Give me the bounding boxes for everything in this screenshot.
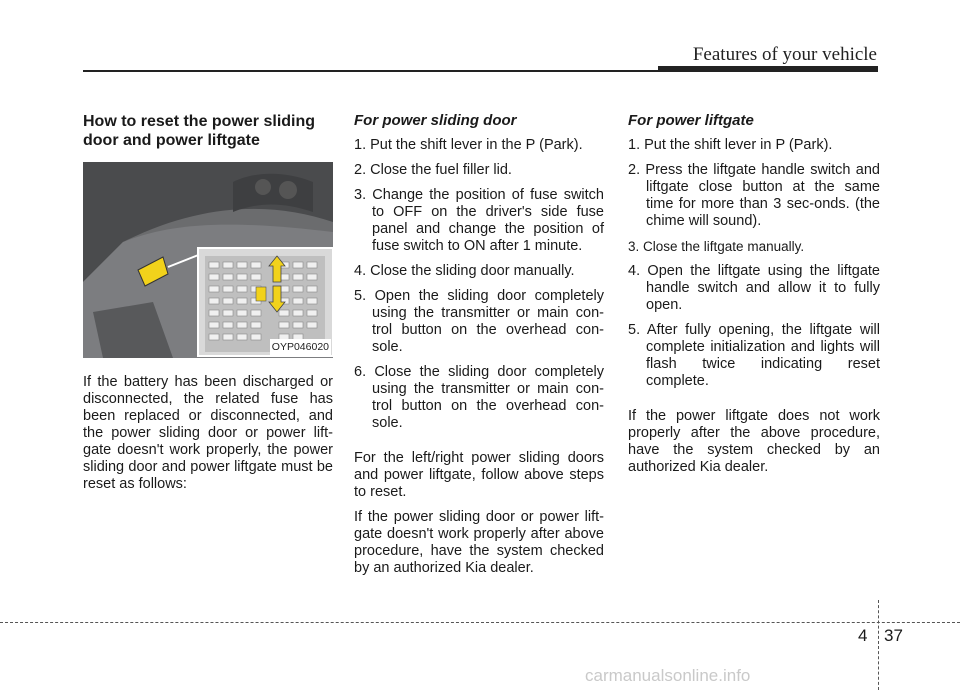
- dealer-note-paragraph: If the power sliding door or power lift-gate doesn't work properly after above procedure, have the system checked by an authorized Kia dealer.: [354, 509, 604, 576]
- page-header-title: Features of your vehicle: [692, 44, 877, 65]
- list-item: 3. Close the liftgate manually.: [628, 239, 805, 254]
- subheading-power-sliding-door: For power sliding door: [354, 112, 517, 129]
- sliding-door-steps: [354, 137, 604, 432]
- column-middle: [354, 112, 604, 585]
- footer-rule: [0, 622, 960, 623]
- list-item: 2. Close the fuel filler lid.: [354, 162, 512, 178]
- list-item: 4. Close the sliding door manually.: [354, 263, 575, 279]
- list-item: 5. After fully opening, the liftgate will complete initialization and lights will flash twice indicating reset complete.: [628, 322, 880, 389]
- subheading-power-liftgate: For power liftgate: [628, 112, 754, 129]
- header-rule-accent: [658, 66, 878, 71]
- chapter-number: 4: [858, 626, 868, 645]
- watermark: carmanualsonline.info: [585, 666, 751, 685]
- list-item: 2. Press the liftgate handle switch and liftgate close button at the same time for more than 3 sec-onds. (the chime will sound).: [628, 162, 880, 229]
- column-right: [628, 112, 880, 484]
- list-item: 4. Open the liftgate using the liftgate handle switch and allow it to fully open.: [628, 263, 880, 313]
- fuse-panel-drawing: [83, 162, 333, 358]
- liftgate-steps: [628, 137, 880, 390]
- figure-code-label: OYP046020: [270, 339, 331, 356]
- list-item: 1. Put the shift lever in the P (Park).: [354, 137, 583, 153]
- page-number: 37: [884, 626, 903, 645]
- footer-divider: [878, 600, 879, 690]
- section-heading: How to reset the power sliding door and power liftgate: [83, 113, 316, 149]
- list-item: 3. Change the position of fuse switch to OFF on the driver's side fuse panel and change the position of fuse switch to ON after 1 minute.: [354, 187, 604, 254]
- reset-note-paragraph: For the left/right power sliding doors and power liftgate, follow above steps to reset.: [354, 450, 604, 500]
- list-item: 5. Open the sliding door completely using the transmitter or main con-trol button on the overhead con-sole.: [354, 288, 604, 355]
- list-item: 1. Put the shift lever in P (Park).: [628, 137, 833, 153]
- intro-paragraph: If the battery has been discharged or disconnected, the related fuse has been replaced or disconnected, and the power sliding door or power lift-gate doesn't work properly, the power sliding door and power liftgate must be reset as follows:: [83, 374, 333, 492]
- fuse-panel-illustration: [83, 162, 333, 358]
- liftgate-dealer-note: If the power liftgate does not work properly after the above procedure, have the system checked by an authorized Kia dealer.: [628, 408, 880, 475]
- column-left: [83, 112, 333, 501]
- list-item: 6. Close the sliding door completely using the transmitter or main con-trol button on the overhead con-sole.: [354, 364, 604, 431]
